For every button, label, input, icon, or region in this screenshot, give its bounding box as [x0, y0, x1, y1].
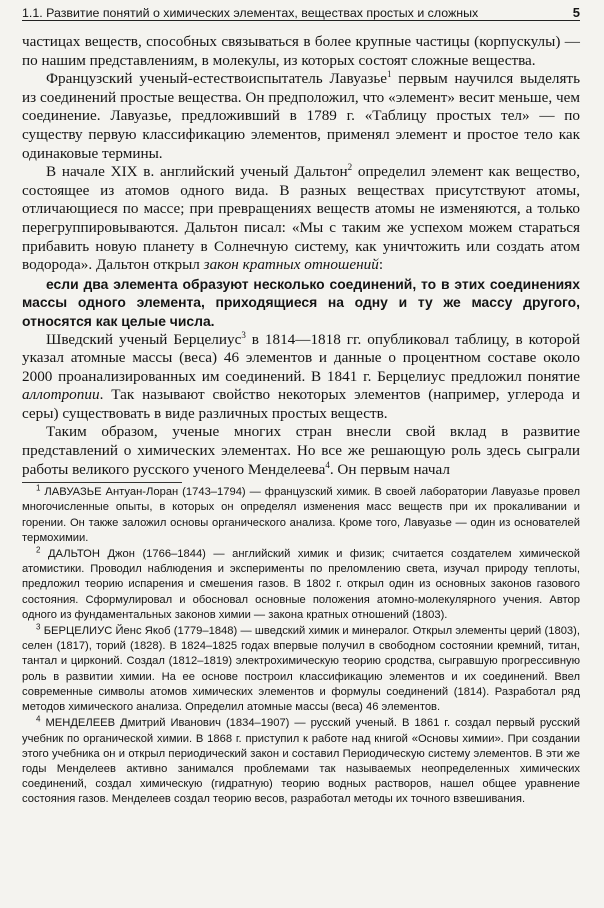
footnotes	[22, 485, 580, 807]
footnote-ref-3: 3	[241, 329, 246, 340]
term-law-multiple-proportions: закон кратных отношений	[203, 256, 379, 274]
footnote-3: $^3$ БЕРЦЕЛИУС Йенс Якоб (1779–1848) — шведский химик и минералог. Открыл элементы церий (1803), селен (1817), торий (1828). В 1824–1825 годах впервые получил в свободном состоянии кремний, титан, тантал и цирконий. Создал (1812–1819) электрохимическую теорию сродства, сыгравшую прогрессивную роль в развитии химии. На ее основе построил классификацию элементов и их соединений. Ввел современные символы атомов химических элементов и формулы соединений (1814). Разработал ряд методов химического анализа. Определил атомные массы (веса) 46 элементов.	[22, 622, 580, 714]
main-text	[22, 33, 580, 479]
footnote-ref-4: 4	[325, 459, 330, 470]
paragraph-mendeleev: Таким образом, ученые многих стран внесли свой вклад в развитие представлений о химических элементах. Но все же решающую роль здесь сыграли работы великого русского ученого Менделеева$^4$. Он первым начал	[22, 423, 580, 478]
footnote-4: $^4$ МЕНДЕЛЕЕВ Дмитрий Иванович (1834–1907) — русский ученый. В 1861 г. создал первый русский учебник по органической химии. В 1868 г. приступил к работе над книгой «Основы химии». При создании этого учебника он и открыл периодический закон и составил Периодическую систему элементов. В эти же годы Менделеев активно занимался проблемами так называемых неопределенных химических соединений, создал химическую (гидратную) теорию водных растворов, нашел общее уравнение состояния газов. Менделеев создал теорию весов, разработал методы их точного взвешивания.	[22, 714, 580, 806]
term-allotropy: аллотропии	[22, 386, 100, 404]
paragraph-dalton: В начале XIX в. английский ученый Дальтон$^2$ определил элемент как вещество, состоящее из атомов одного вида. В разных веществах присутствуют атомы, отличающиеся по массе; при превращениях веществ атомы не изменяются, а только перегруппировываются. Дальтон писал: «Мы с таким же успехом можем стараться прибавить новую планету в Солнечную систему, как уничтожить или создать атом водорода». Дальтон открыл закон кратных отношений:	[22, 162, 580, 274]
footnote-divider	[22, 482, 182, 483]
footnote-ref-2: 2	[347, 162, 353, 173]
footnote-1: $^1$ ЛАВУАЗЬЕ Антуан-Лоран (1743–1794) — французский химик. В своей лаборатории Лавуазье провел многочисленные опыты, в которых он определял изменения масс веществ при их прокаливании и горении. Он также заложил основы органического анализа. Кроме того, Лавуазье — один из основателей термохимии.	[22, 483, 580, 544]
footnote-ref-1: 1	[387, 69, 392, 80]
paragraph-lavoisier: Французский ученый-естествоиспытатель Лавуазье$^1$ первым научился выделять из соединений простые вещества. Он предположил, что «элемент» весит меньше, чем соединение. Лавуазье, предложивший в 1789 г. «Таблицу простых тел» — по существу первую классификацию элементов, применял элемент и простое тело как одинаковые термины.	[22, 69, 580, 162]
law-statement: если два элемента образуют несколько соединений, то в этих соединениях массы одного элемента, приходящиеся на одну и ту же массу другого, относятся как целые числа.	[22, 275, 580, 329]
paragraph-berzelius: Шведский ученый Берцелиус$^3$ в 1814—1818 гг. опубликовал таблицу, в которой указал атомные массы (веса) 46 элементов и данные о процентном составе около 2000 проанализированных им соединений. В 1841 г. Берцелиус предложил понятие аллотропии. Так называют свойство некоторых элементов (например, углерода и серы) существовать в виде различных простых веществ.	[22, 329, 580, 422]
running-header	[22, 0, 580, 21]
section-title: 1.1. Развитие понятий о химических элементах, веществах простых и сложных	[22, 6, 479, 20]
footnote-2: $^2$ ДАЛЬТОН Джон (1766–1844) — английский химик и физик; считается создателем химической атомистики. Проводил наблюдения и эксперименты по преломлению света, изучал природу теплоты, предложил теорию испарения и смешения газов. В 1802 г. открыл один из основных законов газового состояния. Сформулировал и обосновал основные положения атомно-молекулярного учения. Автор одного из фундаментальных законов химии — закона кратных отношений (1803).	[22, 545, 580, 621]
page-number: 5	[572, 5, 580, 20]
paragraph-1: частицах веществ, способных связываться в более крупные частицы (корпускулы) — по нашим представлениям, в молекулы, из которых состоят сложные вещества.	[22, 33, 580, 69]
